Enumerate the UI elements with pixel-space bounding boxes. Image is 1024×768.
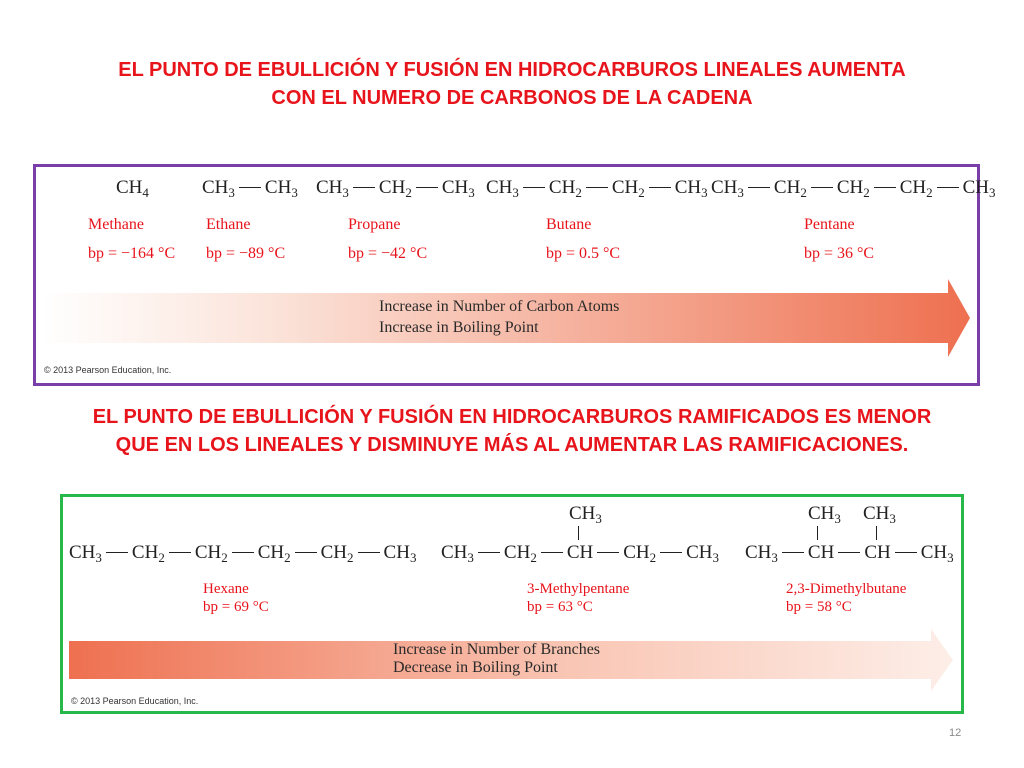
dimethylbutane-branch2: $CH_3$ [863, 503, 896, 526]
ethane-name: Ethane [206, 216, 251, 233]
dimethylbutane-bp: bp = 58 °C [786, 599, 852, 615]
pentane-formula: $CH_3$ $CH_2$ $CH_2$ $CH_2$ $CH_3$ [711, 177, 996, 200]
propane-formula: $CH_3$ $CH_2$ $CH_3$ [316, 177, 475, 200]
hexane-bp: bp = 69 °C [203, 599, 269, 615]
ethane-formula: $CH_3$ $CH_3$ [202, 177, 298, 200]
methane-formula: $CH_4$ [116, 177, 149, 200]
increase-arrow [36, 167, 977, 383]
title-branched-line2: QUE EN LOS LINEALES Y DISMINUYE MÁS AL AUMENTAR LAS RAMIFICACIONES. [115, 434, 909, 456]
arrow2-text-line2: Decrease in Boiling Point [393, 659, 558, 676]
arrow-text-line2: Increase in Boiling Point [379, 319, 539, 336]
propane-bp: bp = −42 °C [348, 245, 428, 262]
title-branched [0, 403, 1024, 459]
arrow2-text-line1: Increase in Number of Branches [393, 641, 601, 658]
title-linear-line2: CON EL NUMERO DE CARBONOS DE LA CADENA [271, 87, 753, 109]
methane-name: Methane [88, 216, 144, 233]
butane-name: Butane [546, 216, 592, 233]
page-number: 12 [949, 727, 962, 739]
ethane-bp: bp = −89 °C [206, 245, 286, 262]
butane-bp: bp = 0.5 °C [546, 245, 621, 262]
title-linear-line1: EL PUNTO DE EBULLICIÓN Y FUSIÓN EN HIDROCARBUROS LINEALES AUMENTA [118, 59, 906, 81]
methane-bp: bp = −164 °C [88, 245, 176, 262]
hexane-name: Hexane [203, 581, 249, 597]
methylpentane-name: 3-Methylpentane [527, 581, 630, 597]
title-branched-line1: EL PUNTO DE EBULLICIÓN Y FUSIÓN EN HIDROCARBUROS RAMIFICADOS ES MENOR [92, 406, 932, 428]
pentane-name: Pentane [804, 216, 855, 233]
pentane-bp: bp = 36 °C [804, 245, 875, 262]
propane-name: Propane [348, 216, 401, 233]
methylpentane-branch: $CH_3$ [569, 503, 602, 526]
branched-alkanes-panel [60, 494, 964, 714]
methylpentane-formula: $CH_3$ $CH_2$ CH $CH_2$ $CH_3$ [441, 542, 720, 565]
title-linear [0, 56, 1024, 112]
methylpentane-bp: bp = 63 °C [527, 599, 593, 615]
arrow-text-line1: Increase in Number of Carbon Atoms [379, 298, 620, 315]
butane-formula: $CH_3$ $CH_2$ $CH_2$ $CH_3$ [486, 177, 708, 200]
hexane-formula: $CH_3$ $CH_2$ $CH_2$ $CH_2$ $CH_2$ $CH_3$ [69, 542, 417, 565]
linear-alkanes-panel [33, 164, 996, 386]
copyright-branched: © 2013 Pearson Education, Inc. [71, 696, 199, 706]
dimethylbutane-branch1: $CH_3$ [808, 503, 841, 526]
dimethylbutane-name: 2,3-Dimethylbutane [786, 581, 907, 597]
decrease-arrow [63, 497, 961, 711]
copyright-linear: © 2013 Pearson Education, Inc. [44, 365, 172, 375]
dimethylbutane-formula: $CH_3$ CH CH $CH_3$ [745, 542, 954, 565]
